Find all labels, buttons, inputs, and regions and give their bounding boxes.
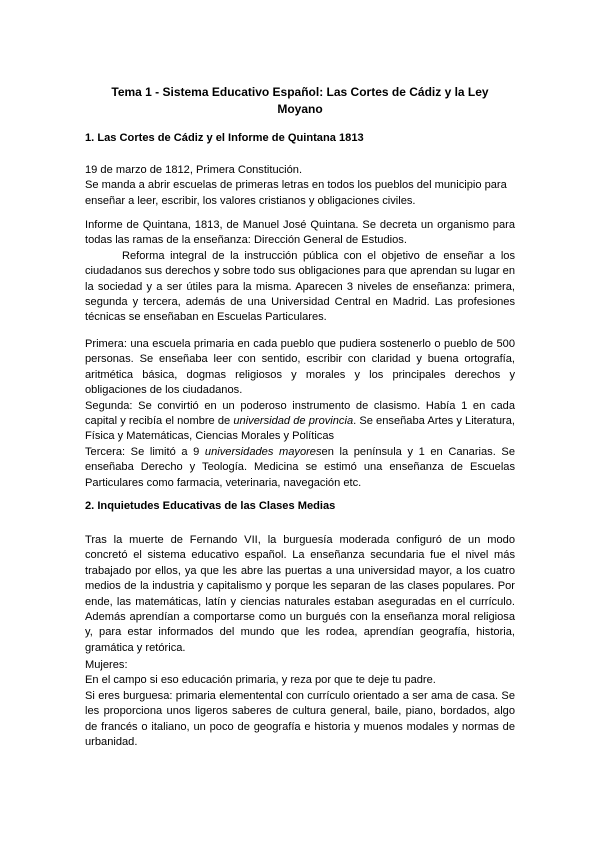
mujeres-label: Mujeres:: [85, 659, 128, 671]
section-2-heading: 2. Inquietudes Educativas de las Clases Medias: [85, 500, 336, 512]
bourgeoisie-paragraph: Tras la muerte de Fernando VII, la burguesía moderada configuró de un modo concretó el sistema educativo español. La enseñanza secundaria fue el nivel más trabajado por ellos, ya que les abre las puertas a una universidad mayor, a los cuatro medios de la industria y capitalismo y porque les separan de las clases populares. Por ende, las matemáticas, latín y ciencias naturales estaban aseguradas en el currículo. Además aprendían a comportarse como un burgués con la enseñanza moral religiosa y, para estar informados del mundo que les rodea, aprendían geografía, historia, gramática y retórica.: [85, 534, 515, 654]
section-2-body: [85, 533, 515, 656]
tercera-text-a: Tercera: Se limitó a 9: [85, 445, 205, 458]
burguesa-paragraph: Si eres burguesa: primaria elementental con currículo orientado a ser ama de casa. Se les proporciona unos ligeros saberes de cultura general, baile, piano, bordados, algo de francés o italiano, un poco de geografía e historia y muenos modales y normas de urbanidad.: [85, 689, 515, 749]
reform-paragraph: Reforma integral de la instrucción pública con el objetivo de enseñar a los ciudadanos sus derechos y sobre todo sus obligaciones para que aprendan su lugar en la sociedad y a ser útiles para la misma. Aparecen 3 niveles de enseñanza: primera, segunda y tercera, además de una Universidad Central en Madrid. Las profesiones técnicas se enseñaban en Escuelas Particulares.: [85, 249, 515, 324]
constitution-date: 19 de marzo de 1812, Primera Constitución.: [85, 164, 303, 176]
section-1-intro: [85, 163, 515, 209]
levels-block: [85, 337, 515, 491]
mujeres-block: [85, 658, 515, 750]
tercera-text-b: en la península y 1 en Canarias. Se enseñaba Derecho y Teología. Medicina se estimó una enseñanza de Escuelas Particulares como farmacia, veterinaria, navegación etc.: [85, 445, 515, 489]
document-title: Tema 1 - Sistema Educativo Español: Las Cortes de Cádiz y la Ley Moyano: [111, 85, 489, 116]
tercera-emphasis: universidades mayores: [204, 445, 322, 458]
segunda-text-b: . Se enseñaba Artes y Literatura, Física y Matemáticas, Ciencias Morales y Políticas: [85, 415, 515, 443]
segunda-text-a: Segunda: Se convirtió en un poderoso instrumento de clasismo. Había 1 en cada capital y recibía el nombre de: [85, 399, 515, 428]
segunda-emphasis: universidad de provincia: [233, 415, 354, 428]
quintana-report-paragraph: Informe de Quintana, 1813, de Manuel José Quintana. Se decreta un organismo para todas las ramas de la enseñanza: Dirección General de Estudios.: [85, 219, 515, 247]
schools-paragraph: Se manda a abrir escuelas de primeras letras en todos los pueblos del municipio para enseñar a leer, escribir, los valores cristianos y obligaciones civiles.: [85, 179, 507, 207]
section-1-heading: 1. Las Cortes de Cádiz y el Informe de Quintana 1813: [85, 132, 364, 144]
segunda-paragraph: [85, 399, 515, 445]
quintana-block: [85, 218, 515, 326]
tercera-paragraph: [85, 445, 515, 491]
primera-paragraph: Primera: una escuela primaria en cada pueblo que pudiera sostenerlo o pueblo de 500 personas. Se enseñaba leer con sentido, escribir con claridad y buena ortografía, aritmética básica, dogmas religiosos y morales y los principales derechos y obligaciones de los ciudadanos.: [85, 338, 515, 397]
campo-paragraph: En el campo si eso educación primaria, y reza por que te deje tu padre.: [85, 674, 436, 687]
